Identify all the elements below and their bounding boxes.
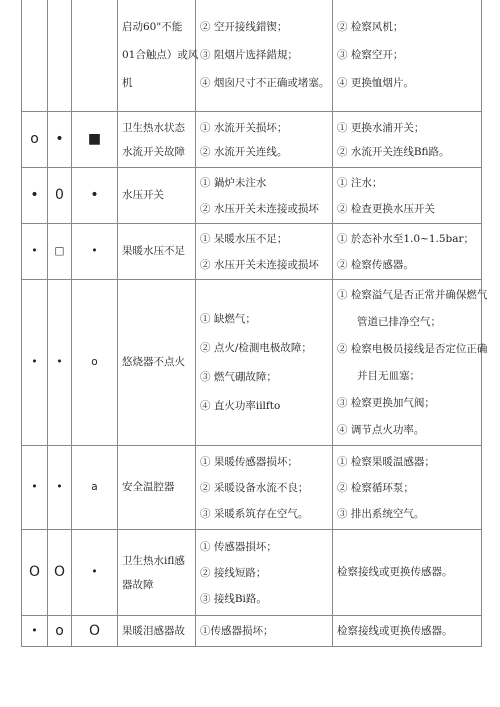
table-row	[22, 0, 482, 112]
table-row	[22, 112, 482, 168]
fault-remedies: 检察接线或更换传感器。	[333, 530, 482, 616]
fault-name: 卫生热水ifl感 器故障	[118, 530, 196, 616]
table-row	[22, 446, 482, 530]
indicator-1: •	[22, 280, 48, 446]
indicator-1: •	[22, 446, 48, 530]
fault-remedies: 检察接线或更换传感器。	[333, 616, 482, 647]
fault-name: 水压开关	[118, 168, 196, 224]
indicator-2: •	[48, 280, 72, 446]
indicator-2: 0	[48, 168, 72, 224]
fault-causes: ①传感器损坏；	[196, 616, 333, 647]
fault-name: 卫生热水状态 水流开关故障	[118, 112, 196, 168]
indicator-1: •	[22, 168, 48, 224]
fault-causes: ① 鍋炉未注水 ② 水压开关未连接或损坏	[196, 168, 333, 224]
indicator-2: O	[48, 530, 72, 616]
indicator-2: □	[48, 224, 72, 280]
indicator-2: •	[48, 446, 72, 530]
fault-name: 启动60"不能 01合触点）或风 机	[118, 0, 196, 112]
indicator-1	[22, 0, 48, 112]
table-row	[22, 616, 482, 647]
indicator-1: o	[22, 112, 48, 168]
indicator-1: •	[22, 224, 48, 280]
fault-name: 悠烧器不点火	[118, 280, 196, 446]
fault-causes: ① 水流开关损坏； ② 水流开关连线。	[196, 112, 333, 168]
indicator-3: a	[72, 446, 118, 530]
indicator-3: •	[72, 530, 118, 616]
fault-remedies: ① 检察溢气是否正常并确保燃气 管道已排净空气； ② 检察电极员接线是否定位正确 并目无皿塞； ③ 检察更换加气阀； ④ 调节点火功率。	[333, 280, 482, 446]
fault-remedies: ① 更换水浦开关； ② 水流开关连线Bfi路。	[333, 112, 482, 168]
fault-causes: ① 呆暖水压不足； ② 水压开关未连接或损坏	[196, 224, 333, 280]
fault-causes: ② 空开接线錯锲； ③ 阻烟片选择錯規； ④ 烟囱尺寸不正确或堵塞。	[196, 0, 333, 112]
fault-name: 果暖水压不足	[118, 224, 196, 280]
table-row	[22, 168, 482, 224]
fault-remedies: ② 检察风机； ③ 检察空开； ④ 更换恤烟片。	[333, 0, 482, 112]
fault-causes: ① 传感器損坏； ② 接线短路； ③ 接线Bi路。	[196, 530, 333, 616]
fault-causes: ① 缺燃气； ② 点火/检測电极故障； ③ 燃气硼故障； ④ 直火功率iilfto	[196, 280, 333, 446]
indicator-2: •	[48, 112, 72, 168]
indicator-3: •	[72, 224, 118, 280]
table-row	[22, 530, 482, 616]
fault-code-table	[21, 0, 488, 647]
fault-remedies: ① 於态补水至1.0~1.5bar； ② 检察传感器。	[333, 224, 482, 280]
indicator-3	[72, 0, 118, 112]
table-row	[22, 280, 482, 446]
fault-remedies: ① 注水； ② 检查更换水压开关	[333, 168, 482, 224]
fault-remedies: ① 检察果暖温感器； ② 检察循环泵； ③ 排出系统空气。	[333, 446, 482, 530]
fault-causes: ① 果暖传感器损坏； ② 采暖设备水流不良； ③ 采暖系筑存在空气。	[196, 446, 333, 530]
indicator-2	[48, 0, 72, 112]
indicator-3: ■	[72, 112, 118, 168]
indicator-1: •	[22, 616, 48, 647]
indicator-3: O	[72, 616, 118, 647]
indicator-3: •	[72, 168, 118, 224]
indicator-2: o	[48, 616, 72, 647]
fault-name: 安全温腔器	[118, 446, 196, 530]
table-row	[22, 224, 482, 280]
indicator-3: o	[72, 280, 118, 446]
indicator-1: O	[22, 530, 48, 616]
fault-name: 果暖泪感器故	[118, 616, 196, 647]
